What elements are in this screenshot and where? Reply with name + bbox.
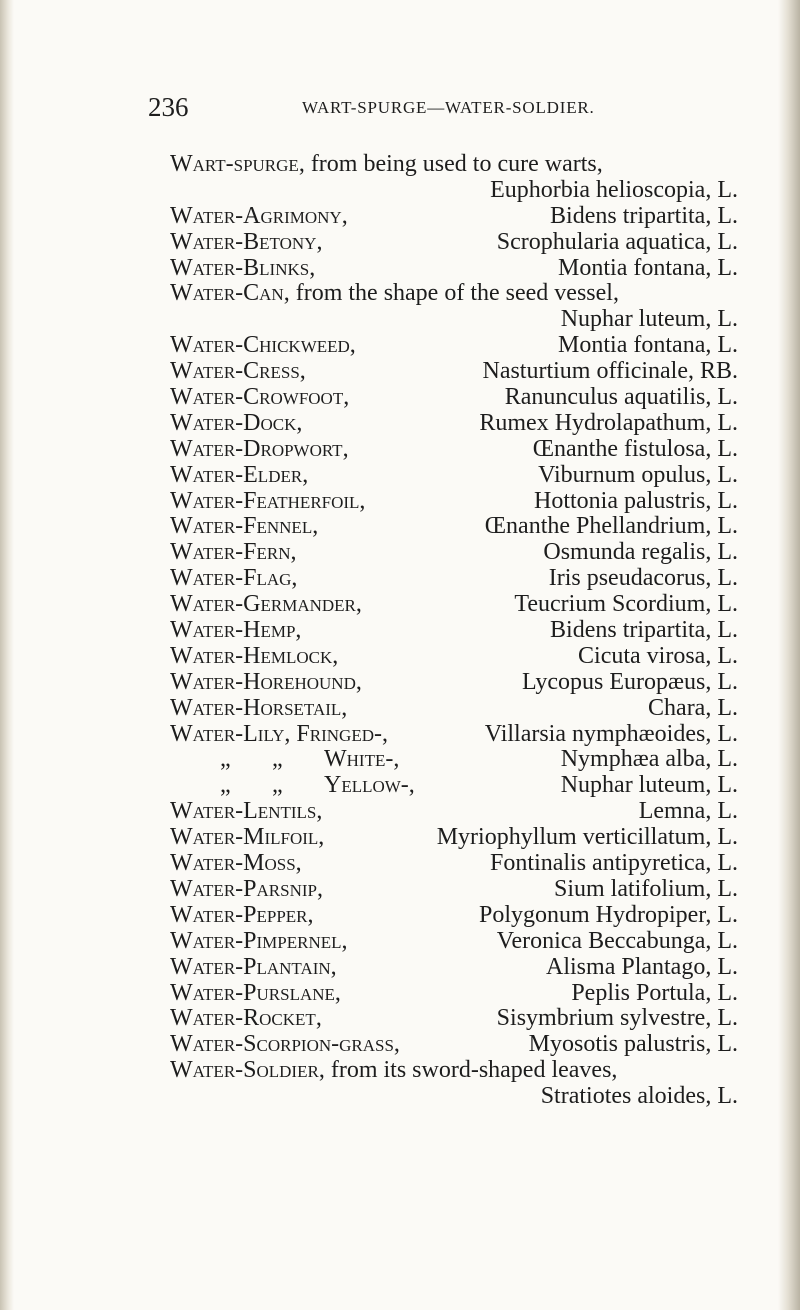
entry-latin: Sisymbrium sylvestre, L. xyxy=(496,1005,738,1032)
entry-water-scorpion-grass xyxy=(170,1032,738,1058)
entry-name: Water-Dropwort, xyxy=(170,435,349,462)
entry-name: Water-Pepper, xyxy=(170,901,314,928)
entry-name: Yellow-, xyxy=(324,772,415,799)
entry-latin: Veronica Beccabunga, L. xyxy=(496,927,738,954)
entry-latin: Lycopus Europæus, L. xyxy=(522,668,738,695)
entry-latin: Nuphar luteum, L. xyxy=(560,772,738,799)
entry-water-lily-yellow xyxy=(170,773,738,799)
entry-name: Water-Flag, xyxy=(170,565,298,592)
entry-water-pimpernel xyxy=(170,929,738,955)
entry-name: Water-Purslane, xyxy=(170,979,341,1006)
entry-latin: Cicuta virosa, L. xyxy=(578,642,738,669)
entry-latin: Montia fontana, L. xyxy=(558,254,738,281)
entry-name: Water-Germander, xyxy=(170,591,362,618)
entry-latin: Euphorbia helioscopia, L. xyxy=(490,176,738,203)
entry-name: Water-Elder, xyxy=(170,461,309,488)
entry-latin: Osmunda regalis, L. xyxy=(543,539,738,566)
entry-name: Water-Rocket, xyxy=(170,1005,322,1032)
entry-name: Water-Pimpernel, xyxy=(170,927,348,954)
entry-latin: Chara, L. xyxy=(648,694,738,721)
entry-water-dropwort xyxy=(170,437,738,463)
ditto-mark: „ xyxy=(220,746,231,773)
entry-wart-spurge xyxy=(170,152,738,178)
entry-water-germander xyxy=(170,592,738,618)
entry-name: Water-Milfoil, xyxy=(170,824,325,851)
entry-water-rocket xyxy=(170,1006,738,1032)
entry-name: Water-Soldier xyxy=(170,1057,319,1084)
entry-name: Water-Fern, xyxy=(170,539,297,566)
page-number: 236 xyxy=(148,92,189,122)
entry-name: Water-Blinks, xyxy=(170,254,316,281)
entry-name: Water-Parsnip, xyxy=(170,875,323,902)
entry-name: Water-Betony, xyxy=(170,228,323,255)
entry-latin: Lemna, L. xyxy=(638,798,738,825)
entry-water-moss xyxy=(170,851,738,877)
entry-name: Water-Chickweed, xyxy=(170,332,356,359)
entry-water-lily-fringed xyxy=(170,722,738,748)
entry-latin: Ranunculus aquatilis, L. xyxy=(504,384,738,411)
page-gutter-shadow xyxy=(0,0,14,1310)
entry-name: Water-Can xyxy=(170,280,284,307)
entry-water-fern xyxy=(170,540,738,566)
entry-water-horsetail xyxy=(170,696,738,722)
entry-name: Water-Cress, xyxy=(170,358,306,385)
entry-name: Water-Scorpion-grass, xyxy=(170,1031,400,1058)
entry-latin: Hottonia palustris, L. xyxy=(534,487,738,514)
entry-latin: Bidens tripartita, L. xyxy=(550,202,738,229)
entry-name: Water-Plantain, xyxy=(170,953,337,980)
entry-water-can-latin xyxy=(170,307,738,333)
entry-latin: Myriophyllum verticillatum, L. xyxy=(436,824,738,851)
entry-water-lily-white xyxy=(170,747,738,773)
entry-water-crowfoot xyxy=(170,385,738,411)
ditto-mark: „ xyxy=(272,772,283,799)
entry-name: Water-Lentils, xyxy=(170,798,323,825)
entry-water-chickweed xyxy=(170,333,738,359)
entry-water-can xyxy=(170,281,738,307)
entry-water-soldier-latin xyxy=(170,1084,738,1110)
entry-name: Water-Horehound, xyxy=(170,668,362,695)
entry-name: Water-Agrimony, xyxy=(170,202,348,229)
entry-name: Water-Moss, xyxy=(170,850,302,877)
entry-note: , from being used to cure warts, xyxy=(298,151,603,177)
entry-water-purslane xyxy=(170,981,738,1007)
entry-latin: Myosotis palustris, L. xyxy=(528,1031,738,1058)
entry-water-blinks xyxy=(170,256,738,282)
entry-latin: Bidens tripartita, L. xyxy=(550,617,738,644)
entry-water-soldier xyxy=(170,1058,738,1084)
entry-name: Water-Horsetail, xyxy=(170,694,348,721)
ditto-mark: „ xyxy=(272,746,283,773)
entry-latin: Fontinalis antipyretica, L. xyxy=(490,850,738,877)
entry-latin: Teucrium Scordium, L. xyxy=(514,591,738,618)
entry-water-milfoil xyxy=(170,825,738,851)
entry-water-parsnip xyxy=(170,877,738,903)
entry-latin: Viburnum opulus, L. xyxy=(538,461,738,488)
entry-water-agrimony xyxy=(170,204,738,230)
entry-name: Water-Crowfoot, xyxy=(170,384,350,411)
entry-latin: Œnanthe fistulosa, L. xyxy=(532,435,738,462)
entry-latin: Montia fontana, L. xyxy=(558,332,738,359)
entry-water-hemp xyxy=(170,618,738,644)
entry-water-cress xyxy=(170,359,738,385)
entry-water-elder xyxy=(170,463,738,489)
entry-latin: Scrophularia aquatica, L. xyxy=(496,228,738,255)
entry-name: Water-Fennel, xyxy=(170,513,319,540)
entry-name: Water-Dock, xyxy=(170,409,303,436)
entry-water-plantain xyxy=(170,955,738,981)
entry-note: , from the shape of the seed vessel, xyxy=(283,280,619,307)
entry-wart-spurge-latin xyxy=(170,178,738,204)
entry-name: Water-Hemp, xyxy=(170,617,302,644)
entry-water-betony xyxy=(170,230,738,256)
entry-latin: Polygonum Hydropiper, L. xyxy=(478,901,738,928)
entry-water-lentils xyxy=(170,799,738,825)
entry-name: Wart-spurge xyxy=(170,151,299,177)
entry-water-flag xyxy=(170,566,738,592)
page-edge-shadow xyxy=(778,0,800,1310)
glossary-entries xyxy=(170,152,738,1110)
entry-latin: Alisma Plantago, L. xyxy=(546,953,738,980)
running-head: WART-SPURGE—WATER-SOLDIER. xyxy=(302,98,595,117)
entry-latin: Nymphæa alba, L. xyxy=(560,746,738,773)
entry-name: Water-Hemlock, xyxy=(170,642,339,669)
entry-latin: Rumex Hydrolapathum, L. xyxy=(479,409,738,436)
entry-water-fennel xyxy=(170,514,738,540)
entry-water-dock xyxy=(170,411,738,437)
ditto-mark: „ xyxy=(220,772,231,799)
entry-latin: Villarsia nymphæoides, L. xyxy=(484,720,738,747)
entry-note: , from its sword-shaped leaves, xyxy=(318,1057,618,1084)
entry-name: Water-Featherfoil, xyxy=(170,487,366,514)
entry-name: White-, xyxy=(324,746,400,773)
entry-latin: Iris pseudacorus, L. xyxy=(548,565,738,592)
entry-name: Water-Lily, Fringed-, xyxy=(170,720,388,747)
entry-latin: Stratiotes aloides, L. xyxy=(540,1083,738,1110)
entry-latin: Peplis Portula, L. xyxy=(571,979,738,1006)
entry-water-featherfoil xyxy=(170,489,738,515)
entry-latin: Sium latifolium, L. xyxy=(554,875,738,902)
entry-water-pepper xyxy=(170,903,738,929)
entry-water-hemlock xyxy=(170,644,738,670)
entry-water-horehound xyxy=(170,670,738,696)
entry-latin: Œnanthe Phellandrium, L. xyxy=(484,513,738,540)
entry-latin: Nasturtium officinale, RB. xyxy=(482,358,738,385)
entry-latin: Nuphar luteum, L. xyxy=(560,306,738,333)
